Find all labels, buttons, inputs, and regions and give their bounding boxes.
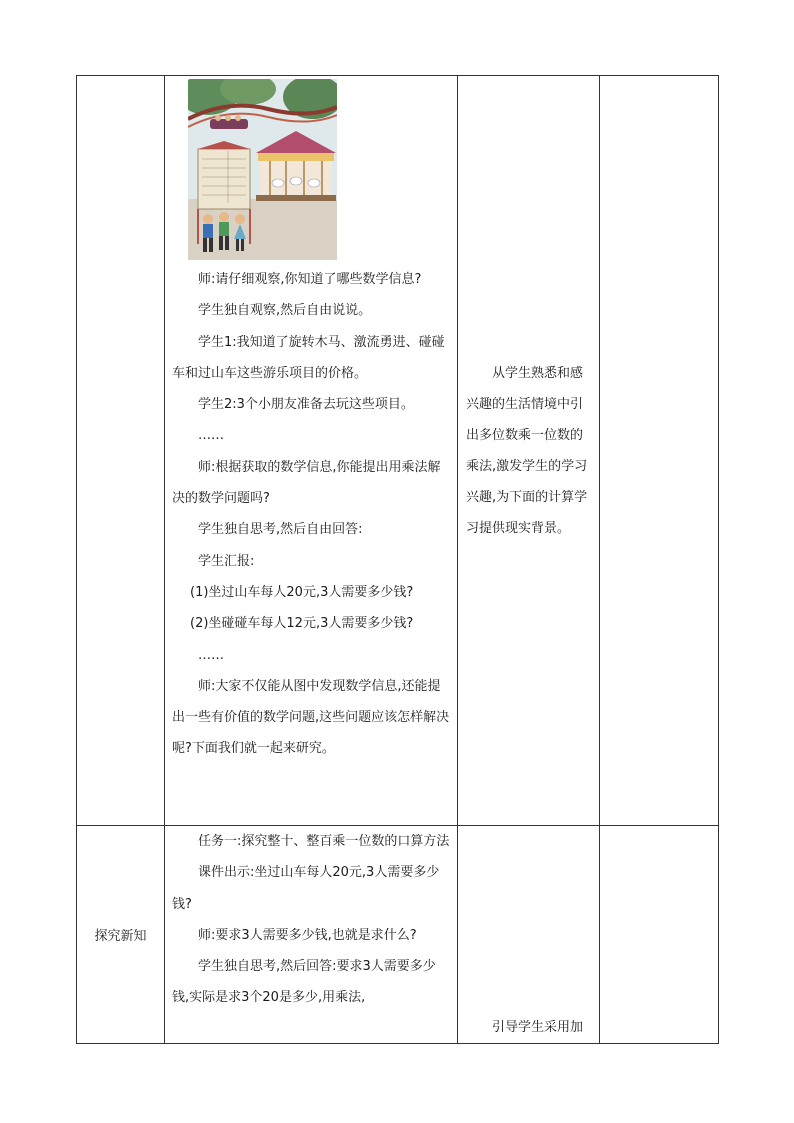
paragraph: 学生汇报: — [198, 553, 255, 569]
paragraph: (2)坐碰碰车每人12元,3人需要多少钱? — [190, 616, 414, 632]
activity-cell — [165, 76, 458, 826]
paragraph: …… — [198, 428, 224, 444]
design-intent-cell — [458, 826, 600, 1044]
paragraph: 任务一:探究整十、整百乘一位数的口算方法 — [198, 834, 450, 849]
paragraph: 学生独自思考,然后回答:要求3人需要多少钱,实际是求3个20是多少,用乘法, — [172, 959, 436, 1006]
paragraph: 师:要求3人需要多少钱,也就是求什么? — [198, 927, 417, 943]
paragraph: …… — [198, 647, 224, 663]
activity-text — [165, 264, 457, 765]
activity-text — [165, 826, 457, 1014]
stage-label: 探究新知 — [94, 929, 147, 944]
lesson-plan-table — [76, 75, 719, 1044]
table-row — [77, 76, 719, 826]
stage-cell — [77, 826, 165, 1044]
amusement-park-illustration — [188, 79, 337, 260]
paragraph: 课件出示:坐过山车每人20元,3人需要多少钱? — [172, 865, 440, 912]
design-intent-text: 引导学生采用加 — [492, 1020, 584, 1035]
notes-cell — [600, 76, 719, 826]
activity-cell — [165, 826, 458, 1044]
notes-cell — [600, 826, 719, 1044]
table-row — [77, 826, 719, 1044]
paragraph: 学生2:3个小朋友准备去玩这些项目。 — [198, 397, 414, 413]
paragraph: 师:请仔细观察,你知道了哪些数学信息? — [198, 272, 422, 287]
design-intent-cell — [458, 76, 600, 826]
paragraph: 学生独自观察,然后自由说说。 — [198, 303, 372, 319]
design-intent-text: 从学生熟悉和感兴趣的生活情境中引出多位数乘一位数的乘法,激发学生的学习兴趣,为下面的计算学习提供现实背景。 — [466, 366, 588, 536]
paragraph: 学生1:我知道了旋转木马、激流勇进、碰碰车和过山车这些游乐项目的价格。 — [172, 334, 445, 381]
paragraph: (1)坐过山车每人20元,3人需要多少钱? — [190, 584, 414, 600]
paragraph: 师:大家不仅能从图中发现数学信息,还能提出一些有价值的数学问题,这些问题应该怎样解决呢?下面我们就一起来研究。 — [172, 678, 450, 757]
paragraph: 学生独自思考,然后自由回答: — [198, 522, 363, 538]
stage-cell — [77, 76, 165, 826]
paragraph: 师:根据获取的数学信息,你能提出用乘法解决的数学问题吗? — [172, 459, 441, 507]
